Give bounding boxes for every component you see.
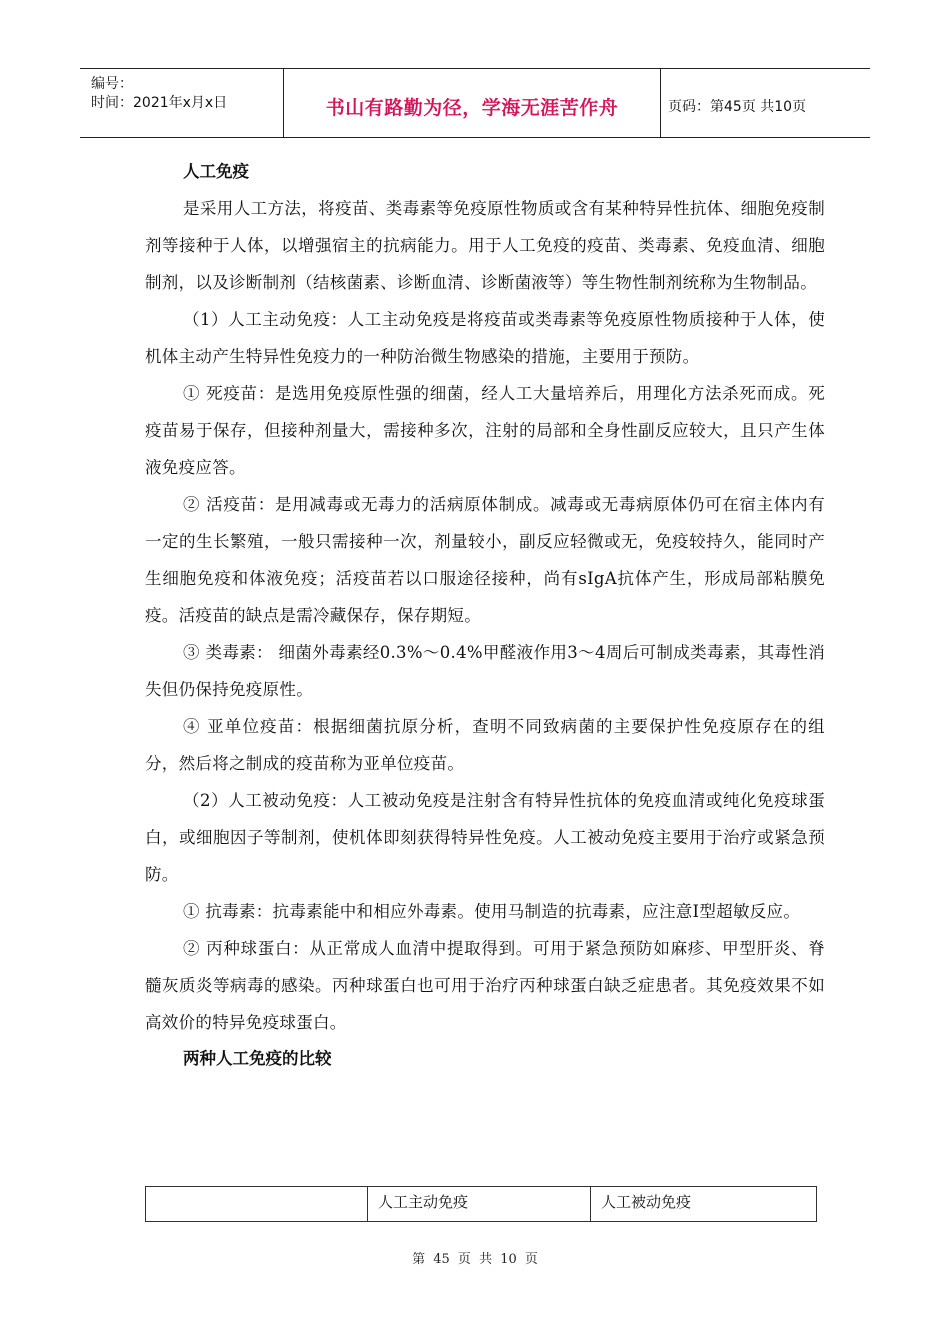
paragraph-live-vaccine: ② 活疫苗：是用减毒或无毒力的活病原体制成。减毒或无毒病原体仍可在宿主体内有一定的生长繁殖，一般只需接种一次，剂量较小，副反应轻微或无，免疫较持久，能同时产生细胞免疫和体液免疫；活疫苗若以口服途径接种，尚有sIgA抗体产生，形成局部粘膜免疫。活疫苗的缺点是需冷藏保存，保存期短。 xyxy=(145,495,825,625)
section-title-comparison: 两种人工免疫的比较 xyxy=(183,1049,332,1068)
table-header-cell xyxy=(146,1187,368,1221)
document-body xyxy=(145,154,825,1077)
paragraph-dead-vaccine: ① 死疫苗：是选用免疫原性强的细菌，经人工大量培养后，用理化方法杀死而成。死疫苗易于保存，但接种剂量大，需接种多次，注射的局部和全身性副反应较大，且只产生体液免疫应答。 xyxy=(145,384,825,477)
paragraph-intro: 是采用人工方法，将疫苗、类毒素等免疫原性物质或含有某种特异性抗体、细胞免疫制剂等接种于人体，以增强宿主的抗病能力。用于人工免疫的疫苗、类毒素、免疫血清、细胞制剂，以及诊断制剂（结核菌素、诊断血清、诊断菌液等）等生物性制剂统称为生物制品。 xyxy=(145,199,825,292)
page-footer: 第 45 页 共 10 页 xyxy=(412,1252,538,1267)
paragraph-antitoxin: ① 抗毒素：抗毒素能中和相应外毒素。使用马制造的抗毒素，应注意Ⅰ型超敏反应。 xyxy=(183,902,801,921)
header-page-cell xyxy=(660,69,870,137)
paragraph-gamma-globulin: ② 丙种球蛋白：从正常成人血清中提取得到。可用于紧急预防如麻疹、甲型肝炎、脊髓灰质炎等病毒的感染。丙种球蛋白也可用于治疗丙种球蛋白缺乏症患者。其免疫效果不如高效价的特异免疫球蛋白。 xyxy=(145,939,825,1032)
serial-label: 编号： xyxy=(91,76,133,92)
section-title: 人工免疫 xyxy=(183,162,249,181)
paragraph-active-immunity: （1）人工主动免疫：人工主动免疫是将疫苗或类毒素等免疫原性物质接种于人体，使机体主动产生特异性免疫力的一种防治微生物感染的措施，主要用于预防。 xyxy=(145,310,825,366)
paragraph-subunit-vaccine: ④ 亚单位疫苗：根据细菌抗原分析，查明不同致病菌的主要保护性免疫原存在的组分，然后将之制成的疫苗称为亚单位疫苗。 xyxy=(145,717,825,773)
paragraph-toxoid: ③ 类毒素： 细菌外毒素经0.3%～0.4%甲醛液作用3～4周后可制成类毒素，其毒性消失但仍保持免疫原性。 xyxy=(145,643,825,699)
paragraph-passive-immunity: （2）人工被动免疫：人工被动免疫是注射含有特异性抗体的免疫血清或纯化免疫球蛋白，或细胞因子等制剂，使机体即刻获得特异性免疫。人工被动免疫主要用于治疗或紧急预防。 xyxy=(145,791,825,884)
document-header xyxy=(80,68,870,138)
date-line: 时间：2021年x月x日 xyxy=(91,95,228,111)
page-info: 页码：第45页 共10页 xyxy=(668,99,807,115)
header-meta xyxy=(80,69,283,137)
comparison-table xyxy=(145,1186,817,1222)
header-motto-cell xyxy=(283,69,661,137)
table-header-cell: 人工被动免疫 xyxy=(601,1193,692,1211)
motto: 书山有路勤为径，学海无涯苦作舟 xyxy=(325,97,619,119)
table-header-cell: 人工主动免疫 xyxy=(368,1187,591,1221)
